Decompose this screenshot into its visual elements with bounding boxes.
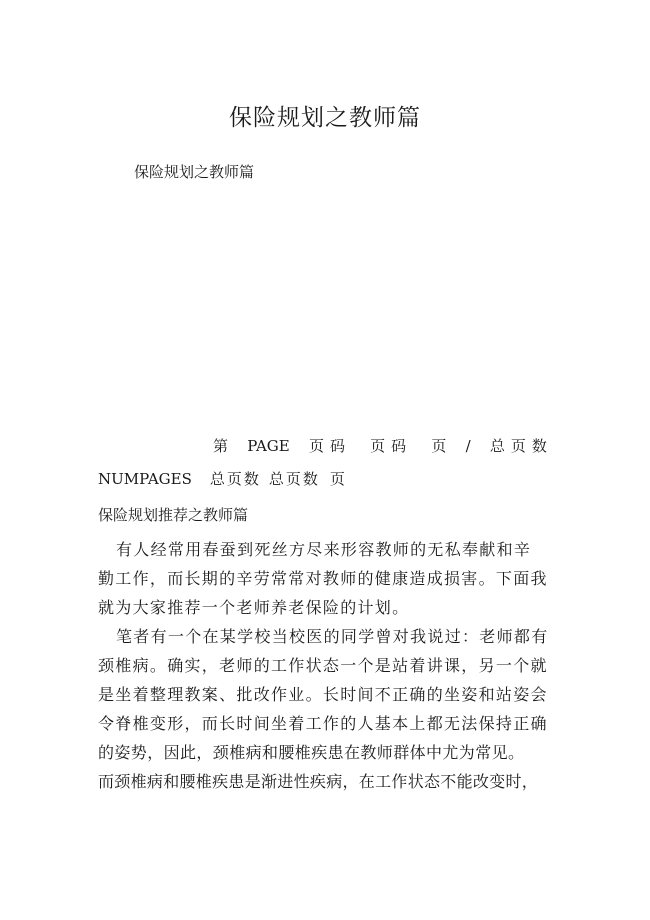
document-title: 保险规划之教师篇	[229, 105, 421, 131]
page-field-token: 页码	[370, 437, 413, 455]
paragraph-line: 是坐着整理教案、批改作业。长时间不正确的坐姿和站姿会	[98, 685, 548, 704]
paragraph-line: 勤工作，而长期的辛劳常常对教师的健康造成损害。下面我	[98, 569, 548, 588]
total-pages-field	[98, 467, 363, 491]
page-field-token: 第	[213, 437, 229, 455]
paragraph-line: 的姿势，因此，颈椎病和腰椎疾患在教师群体中尤为常见。	[98, 743, 525, 762]
section-heading: 保险规划推荐之教师篇	[98, 506, 249, 524]
document-subtitle: 保险规划之教师篇	[134, 163, 255, 181]
page-field-token: 总页数	[209, 470, 261, 488]
paragraph-line: 笔者有一个在某学校当校医的同学曾对我说过：老师都有	[116, 627, 549, 646]
page-field-token: 页	[431, 437, 447, 455]
paragraph-line: 有人经常用春蚕到死丝方尽来形容教师的无私奉献和辛	[116, 540, 532, 559]
page-field-token: 页码	[308, 437, 351, 455]
paragraph	[98, 622, 560, 796]
paragraph-line: 而颈椎病和腰椎疾患是渐进性疾病，在工作状态不能改变时，	[98, 772, 539, 791]
page-field-token: 页	[329, 470, 345, 488]
page-field-token: NUMPAGES	[98, 470, 192, 488]
paragraph-line: 令脊椎变形，而长时间坐着工作的人基本上都无法保持正确	[98, 714, 548, 733]
page-field-token: 总页数	[489, 437, 553, 455]
paragraph	[98, 535, 560, 622]
page-field-token: 总页数	[268, 470, 320, 488]
page-number-field	[213, 434, 553, 458]
body-text	[98, 535, 560, 796]
page-field-token: /	[465, 437, 471, 455]
paragraph-line: 颈椎病。确实，老师的工作状态一个是站着讲课，另一个就	[98, 656, 548, 675]
paragraph-line: 就为大家推荐一个老师养老保险的计划。	[98, 598, 410, 617]
page-field-token: PAGE	[247, 437, 290, 455]
